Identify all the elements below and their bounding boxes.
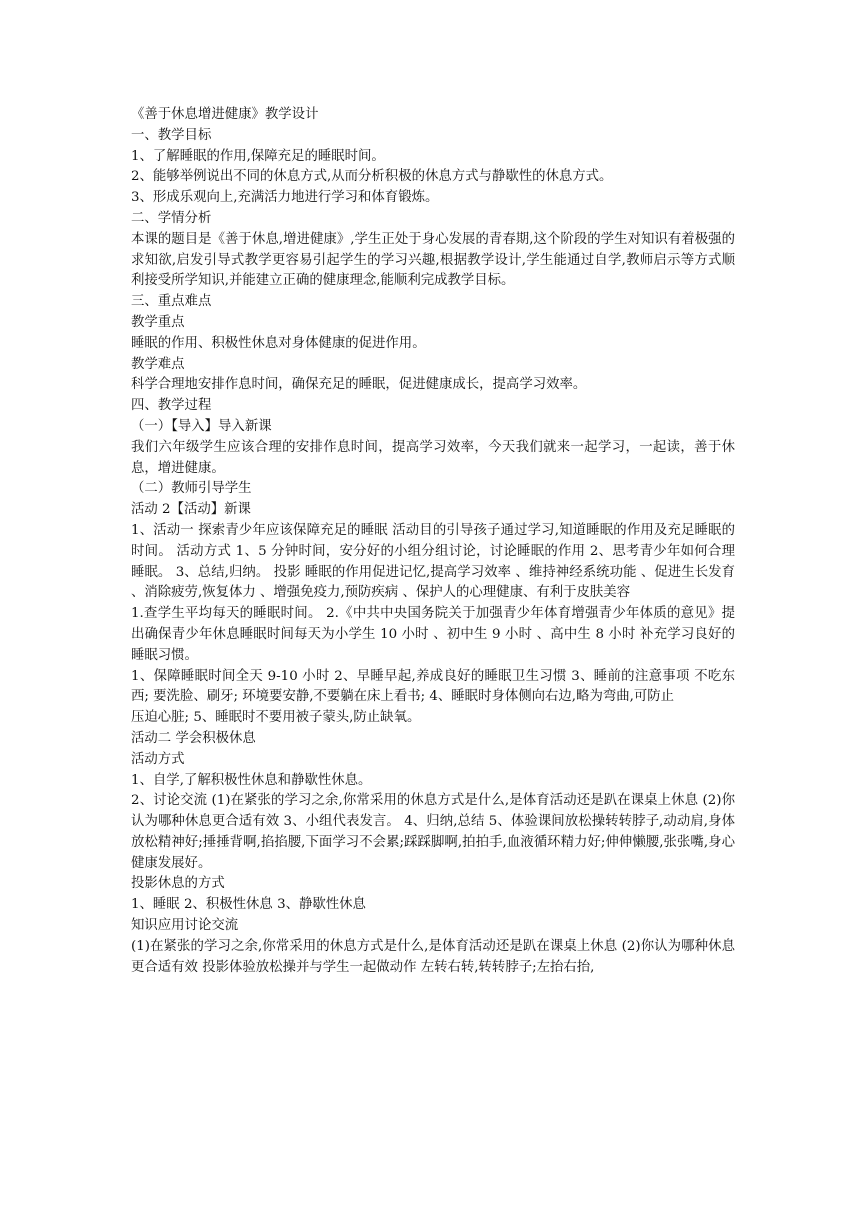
section-heading: 二、学情分析: [131, 210, 212, 226]
paragraph: 2、能够举例说出不同的休息方式,从而分析积极的休息方式与静歇性的休息方式。: [131, 169, 613, 185]
document-body: [131, 105, 735, 978]
paragraph: 本课的题目是《善于休息,增进健康》,学生正处于身心发展的青春期,这个阶段的学生对知识有着极强的求知欲,启发引导式教学更容易引起学生的学习兴趣,根据教学设计,学生能通过自学,教师启示等方式顺利接受所学知识,并能建立正确的健康理念,能顺利完成教学目标。: [131, 231, 735, 289]
paragraph: 1.查学生平均每天的睡眠时间。 2.《中共中央国务院关于加强青少年体育增强青少年体质的意见》提出确保青少年休息睡眠时间每天为小学生 10 小时 、初中生 9 小时 、高中生 8 小时 补充学习良好的睡眠习惯。: [131, 606, 735, 663]
document-title: 《善于休息增进健康》教学设计: [131, 107, 319, 122]
subheading: 活动 2【活动】新课: [131, 502, 251, 518]
subheading: 教学难点: [131, 356, 185, 372]
paragraph: 1、活动一 探索青少年应该保障充足的睡眠 活动目的引导孩子通过学习,知道睡眠的作用及充足睡眠的时间。 活动方式 1、5 分钟时间，安分好的小组分组讨论，讨论睡眠的作用 2、思考青少年如何合理睡眠。 3、总结,归纳。 投影 睡眠的作用促进记忆,提高学习效率 、维持神经系统功能 、促进生长发育 、消除疲劳,恢复体力 、增强免疫力,预防疾病 、保护人的心理健康、有利于皮肤美容: [131, 522, 735, 601]
subheading: （一）【导入】导入新课: [131, 418, 272, 434]
paragraph: 睡眠的作用、积极性休息对身体健康的促进作用。: [131, 335, 426, 351]
subheading: 投影休息的方式: [131, 876, 225, 892]
section-heading: 三、重点难点: [131, 294, 212, 310]
subheading: （二）教师引导学生: [131, 481, 252, 497]
paragraph: (1)在紧张的学习之余,你常采用的休息方式是什么,是体育活动还是趴在课桌上休息 (2)你认为哪种休息更合适有效 投影体验放松操并与学生一起做动作 左转右转,转转脖子;左抬右抬,: [131, 938, 735, 975]
subheading: 知识应用讨论交流: [131, 918, 239, 934]
section-heading: 四、教学过程: [131, 398, 212, 414]
paragraph: 1、睡眠 2、积极性休息 3、静歇性休息: [131, 897, 366, 913]
paragraph: 科学合理地安排作息时间，确保充足的睡眠，促进健康成长，提高学习效率。: [131, 377, 587, 393]
paragraph: 2、讨论交流 (1)在紧张的学习之余,你常采用的休息方式是什么,是体育活动还是趴在课桌上休息 (2)你认为哪种休息更合适有效 3、小组代表发言。 4、归纳,总结 5、体验课间放松操转转脖子,动动肩,身体放松精神好;捶捶背啊,掐掐腰,下面学习不会累;踩踩脚啊,拍拍手,血液循环精力好;伸伸懒腰,张张嘴,身心健康发展好。: [131, 793, 735, 871]
section-heading: 一、教学目标: [131, 127, 212, 143]
paragraph: 我们六年级学生应该合理的安排作息时间，提高学习效率，今天我们就来一起学习，一起读，善于休息，增进健康。: [131, 439, 735, 476]
paragraph: 1、自学,了解积极性休息和静歇性休息。: [131, 772, 372, 788]
paragraph: 压迫心脏; 5、睡眠时不要用被子蒙头,防止缺氧。: [131, 710, 421, 726]
paragraph: 1、了解睡眠的作用,保障充足的睡眠时间。: [131, 148, 385, 164]
paragraph: 1、保障睡眠时间全天 9-10 小时 2、早睡早起,养成良好的睡眠卫生习惯 3、睡前的注意事项 不吃东西; 要洗脸、刷牙; 环境要安静,不要躺在床上看书; 4、睡眠时身体侧向右边,略为弯曲,可防止: [131, 668, 735, 705]
subheading: 教学重点: [131, 314, 185, 330]
subheading: 活动方式: [131, 751, 185, 767]
paragraph: 3、形成乐观向上,充满活力地进行学习和体育锻炼。: [131, 190, 439, 206]
subheading: 活动二 学会积极休息: [131, 730, 256, 746]
